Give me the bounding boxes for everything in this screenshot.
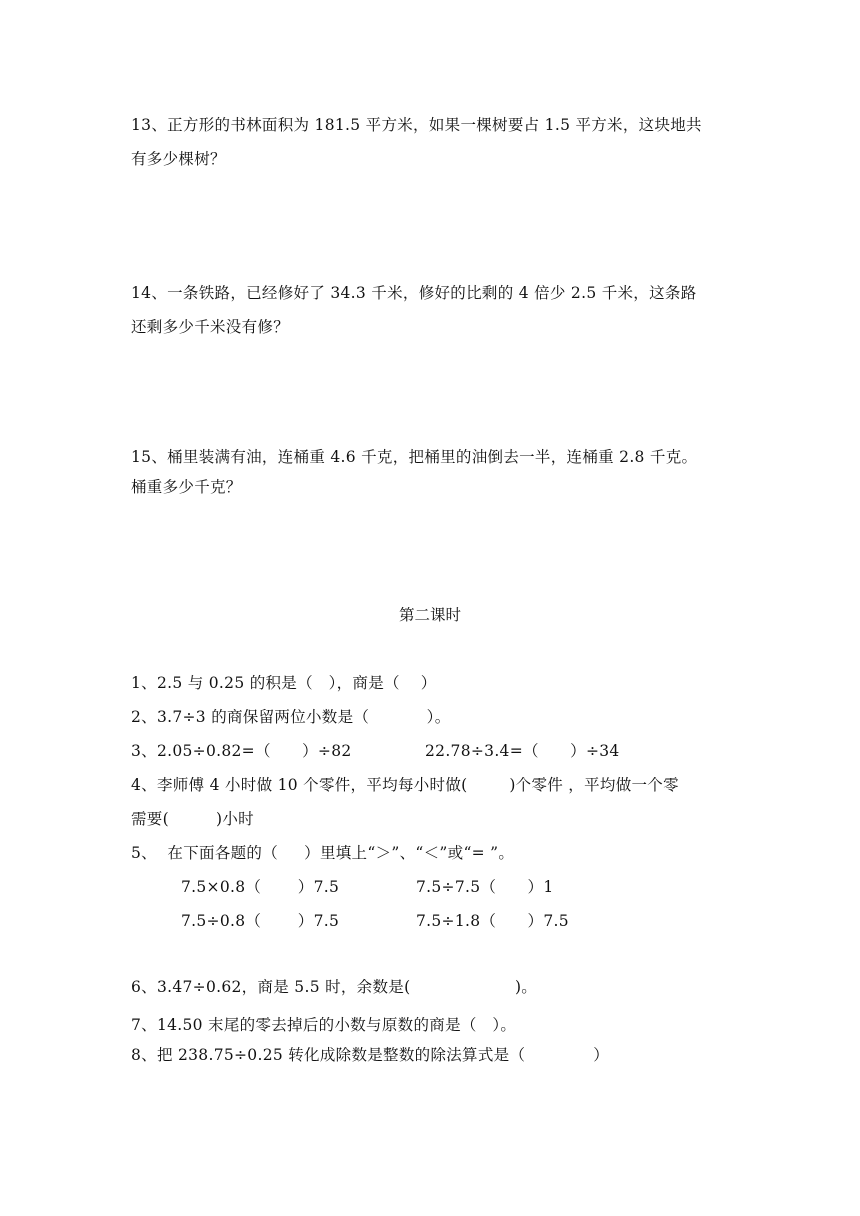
question-1: 1、2.5 与 0.25 的积是（ ），商是（ ） xyxy=(131,674,437,692)
question-5-item-2: 7.5÷7.5（ ）1 xyxy=(416,878,554,896)
question-5-item-3: 7.5÷0.8（ ）7.5 xyxy=(181,912,340,930)
question-8: 8、把 238.75÷0.25 转化成除数是整数的除法算式是（ ） xyxy=(131,1046,610,1064)
problem-13-line-1: 13、正方形的书林面积为 181.5 平方米，如果一棵树要占 1.5 平方米，这块地共 xyxy=(131,116,702,134)
problem-13-line-2: 有多少棵树？ xyxy=(131,150,226,168)
question-5-item-1: 7.5×0.8（ ）7.5 xyxy=(181,878,340,896)
question-6: 6、3.47÷0.62，商是 5.5 时，余数是( )。 xyxy=(131,978,538,996)
problem-15-line-2: 桶重多少千克？ xyxy=(131,478,242,496)
problem-14-line-2: 还剩多少千米没有修？ xyxy=(131,318,290,336)
question-5-item-4: 7.5÷1.8（ ）7.5 xyxy=(416,912,569,930)
question-3a: 3、2.05÷0.82=（ ）÷82 xyxy=(131,742,352,760)
problem-15-line-1: 15、桶里装满有油，连桶重 4.6 千克，把桶里的油倒去一半，连桶重 2.8 千克。 xyxy=(131,448,698,466)
section-title: 第二课时 xyxy=(398,606,461,624)
question-5: 5、 在下面各题的（ ）里填上“＞”、“＜”或“= ”。 xyxy=(131,844,515,862)
problem-14-line-1: 14、一条铁路，已经修好了 34.3 千米，修好的比剩的 4 倍少 2.5 千米，这条路 xyxy=(131,284,697,302)
question-2: 2、3.7÷3 的商保留两位小数是（ ）。 xyxy=(131,708,451,726)
question-4-line-1: 4、李师傅 4 小时做 10 个零件，平均每小时做( )个零件 ，平均做一个零 xyxy=(131,776,679,794)
question-3b: 22.78÷3.4=（ ）÷34 xyxy=(425,742,620,760)
question-7: 7、14.50 末尾的零去掉后的小数与原数的商是（ ）。 xyxy=(131,1016,517,1034)
question-4-line-2: 需要( )小时 xyxy=(131,810,254,828)
